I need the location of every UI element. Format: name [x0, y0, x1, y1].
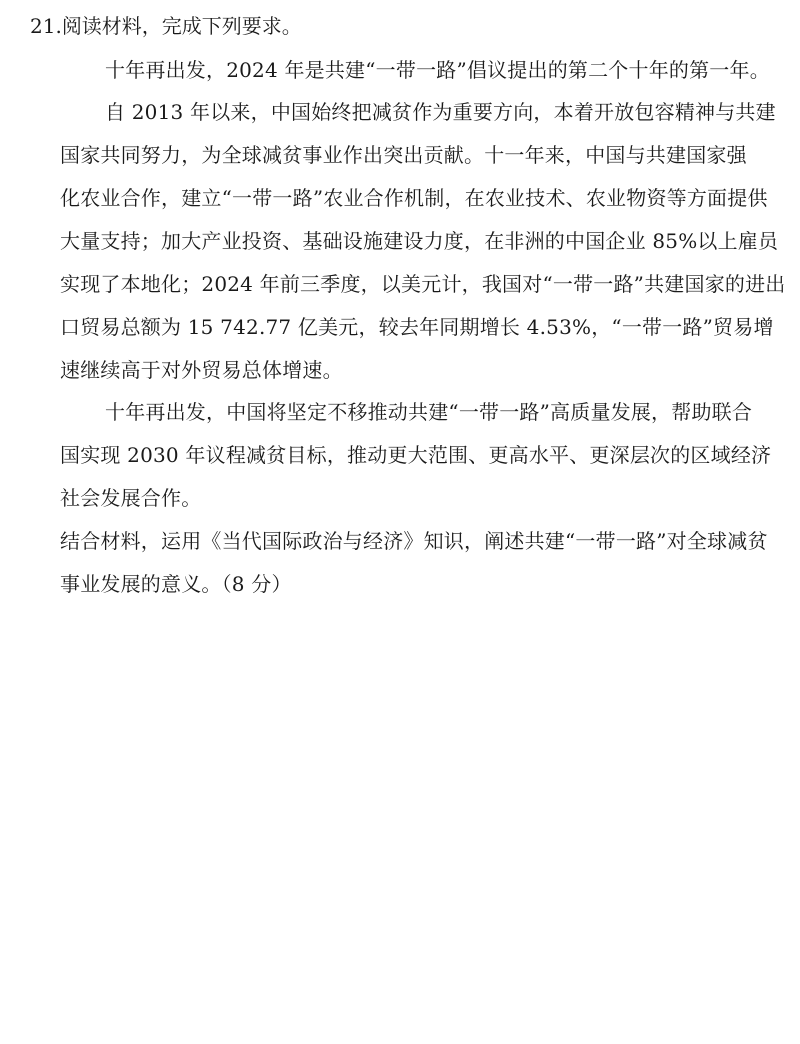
material-paragraph-3-line-2: 国实现 2030 年议程减贫目标，推动更大范围、更高水平、更深层次的区域经济	[60, 443, 772, 467]
material-paragraph-2-line-3: 化农业合作，建立“一带一路”农业合作机制，在农业技术、农业物资等方面提供	[60, 186, 768, 210]
material-paragraph-2-line-2: 国家共同努力，为全球减贫事业作出突出贡献。十一年来，中国与共建国家强	[60, 143, 747, 167]
material-paragraph-2-line-7: 速继续高于对外贸易总体增速。	[60, 358, 343, 382]
material-paragraph-2-line-1: 自 2013 年以来，中国始终把减贫作为重要方向，本着开放包容精神与共建	[105, 100, 776, 124]
question-header	[30, 12, 302, 40]
material-paragraph-1: 十年再出发，2024 年是共建“一带一路”倡议提出的第二个十年的第一年。	[105, 58, 770, 82]
question-instruction: 阅读材料，完成下列要求。	[61, 14, 302, 38]
question-number: 21.	[30, 14, 62, 38]
material-paragraph-2-line-6: 口贸易总额为 15 742.77 亿美元，较去年同期增长 4.53%，“一带一路”贸易增	[60, 315, 774, 339]
material-paragraph-3-line-1: 十年再出发，中国将坚定不移推动共建“一带一路”高质量发展，帮助联合	[105, 400, 753, 424]
material-paragraph-3-line-3: 社会发展合作。	[60, 486, 202, 510]
material-paragraph-2-line-5: 实现了本地化；2024 年前三季度，以美元计，我国对“一带一路”共建国家的进出	[60, 272, 786, 296]
task-line-1: 结合材料，运用《当代国际政治与经济》知识，阐述共建“一带一路”对全球减贫	[60, 529, 768, 553]
task-line-2: 事业发展的意义。（8 分）	[60, 572, 292, 596]
material-paragraph-2-line-4: 大量支持；加大产业投资、基础设施建设力度，在非洲的中国企业 85%以上雇员	[60, 229, 779, 253]
